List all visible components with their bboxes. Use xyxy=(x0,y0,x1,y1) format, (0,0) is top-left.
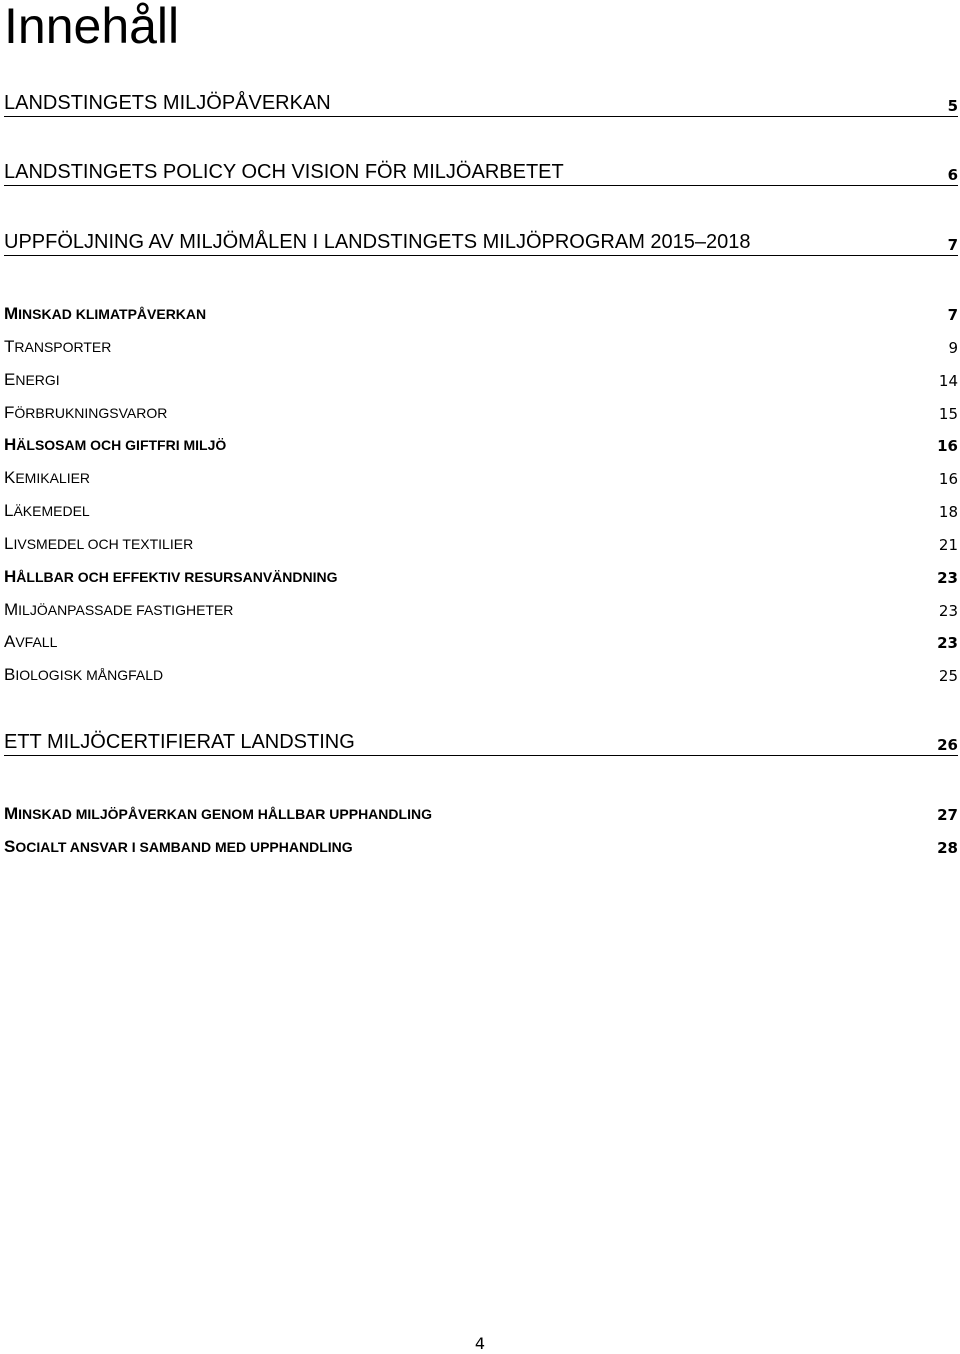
toc-entry[interactable] xyxy=(4,401,958,423)
toc-entry[interactable] xyxy=(4,532,958,554)
toc-entry-label-initial: L xyxy=(4,534,14,553)
toc-entry-page-number: 14 xyxy=(938,372,958,390)
toc-entry-label-initial: H xyxy=(4,567,17,586)
toc-entry-label: ETT MILJÖCERTIFIERAT LANDSTING xyxy=(4,731,355,753)
toc-entry-label-rest: INSKAD MILJÖPÅVERKAN GENOM HÅLLBAR UPPHANDLING xyxy=(18,806,432,822)
toc-entry[interactable] xyxy=(4,598,958,620)
toc-entry-label-initial: K xyxy=(4,468,16,487)
toc-entry-page-number: 25 xyxy=(938,667,958,685)
toc-entry[interactable] xyxy=(4,335,958,357)
toc-entry-label-initial: M xyxy=(4,804,19,823)
toc-entry-label xyxy=(4,534,193,554)
toc-entry-page-number: 18 xyxy=(938,503,958,521)
toc-entry-label-initial: E xyxy=(4,370,16,389)
toc-entry-label xyxy=(4,804,432,824)
toc-entry-label xyxy=(4,468,90,488)
toc-entry-label: LANDSTINGETS MILJÖPÅVERKAN xyxy=(4,92,331,114)
toc-entry-page-number: 6 xyxy=(947,166,958,184)
toc-entry-label xyxy=(4,501,90,521)
toc-entry[interactable] xyxy=(4,466,958,488)
toc-entry-label xyxy=(4,665,163,685)
toc-entry-page-number: 21 xyxy=(938,536,958,554)
toc-entry-label xyxy=(4,567,338,587)
toc-entry-label-initial: M xyxy=(4,304,19,323)
toc-entry[interactable] xyxy=(4,302,958,324)
toc-entry-page-number: 16 xyxy=(938,470,958,488)
toc-entry[interactable] xyxy=(4,630,958,652)
toc-entry[interactable] xyxy=(4,499,958,521)
toc-entry-label-initial: F xyxy=(4,403,15,422)
toc-entry-label-rest: IVSMEDEL OCH TEXTILIER xyxy=(13,536,194,552)
toc-entry-label-initial: M xyxy=(4,600,19,619)
toc-entry-label xyxy=(4,337,111,357)
page-number: 4 xyxy=(474,1334,486,1353)
toc-entry-page-number: 26 xyxy=(937,736,958,754)
toc-entry[interactable] xyxy=(4,731,958,756)
toc-entry-label-rest: ÄKEMEDEL xyxy=(13,503,90,519)
toc-entry[interactable] xyxy=(4,231,958,256)
toc-entry-label-rest: ÅLLBAR OCH EFFEKTIV RESURSANVÄNDNING xyxy=(16,569,338,585)
toc-entry[interactable] xyxy=(4,433,958,455)
toc-entry-label xyxy=(4,370,60,390)
toc-entry-label xyxy=(4,304,206,324)
toc-entry[interactable] xyxy=(4,161,958,186)
toc-entry-label-initial: T xyxy=(4,337,15,356)
toc-entry-label-rest: ÄLSOSAM OCH GIFTFRI MILJÖ xyxy=(16,437,227,453)
toc-entry-label-rest: NERGI xyxy=(15,372,60,388)
toc-entry[interactable] xyxy=(4,565,958,587)
toc-entry-page-number: 5 xyxy=(947,97,958,115)
toc-entry-page-number: 9 xyxy=(948,339,958,357)
toc-entry[interactable] xyxy=(4,835,958,857)
toc-entry-label-initial: B xyxy=(4,665,16,684)
page-title: Innehåll xyxy=(4,0,180,54)
toc-entry-page-number: 23 xyxy=(938,602,958,620)
toc-entry-page-number: 7 xyxy=(947,306,958,324)
toc-entry-label-initial: A xyxy=(4,632,16,651)
toc-entry-label xyxy=(4,403,167,423)
toc-entry-label-initial: S xyxy=(4,837,16,856)
toc-entry-page-number: 15 xyxy=(938,405,958,423)
toc-entry-label-rest: IOLOGISK MÅNGFALD xyxy=(15,667,164,683)
toc-entry-label-rest: RANSPORTER xyxy=(14,339,112,355)
toc-entry-label-rest: INSKAD KLIMATPÅVERKAN xyxy=(18,306,207,322)
toc-entry-label-rest: ILJÖANPASSADE FASTIGHETER xyxy=(18,602,234,618)
toc-entry[interactable] xyxy=(4,92,958,117)
toc-entry-label-initial: H xyxy=(4,435,17,454)
toc-entry-label: UPPFÖLJNING AV MILJÖMÅLEN I LANDSTINGETS MILJÖPROGRAM 2015–2018 xyxy=(4,231,751,253)
toc-entry[interactable] xyxy=(4,368,958,390)
toc-entry-label-rest: ÖRBRUKNINGSVAROR xyxy=(14,405,168,421)
toc-entry-label-initial: L xyxy=(4,501,14,520)
toc-entry-page-number: 23 xyxy=(937,569,958,587)
toc-entry-page-number: 23 xyxy=(937,634,958,652)
toc-entry-label xyxy=(4,632,57,652)
toc-entry-label-rest: OCIALT ANSVAR I SAMBAND MED UPPHANDLING xyxy=(15,839,353,855)
toc-entry-label-rest: EMIKALIER xyxy=(15,470,91,486)
toc-entry-page-number: 28 xyxy=(937,839,958,857)
toc-entry-page-number: 27 xyxy=(937,806,958,824)
toc-entry-label xyxy=(4,435,226,455)
toc-entry-label-rest: VFALL xyxy=(15,634,58,650)
toc-entry-label xyxy=(4,837,353,857)
toc-entry-page-number: 16 xyxy=(937,437,958,455)
toc-entry-page-number: 7 xyxy=(947,236,958,254)
toc-entry[interactable] xyxy=(4,802,958,824)
toc-entry-label: LANDSTINGETS POLICY OCH VISION FÖR MILJÖARBETET xyxy=(4,161,564,183)
toc-entry[interactable] xyxy=(4,663,958,685)
toc-entry-label xyxy=(4,600,233,620)
